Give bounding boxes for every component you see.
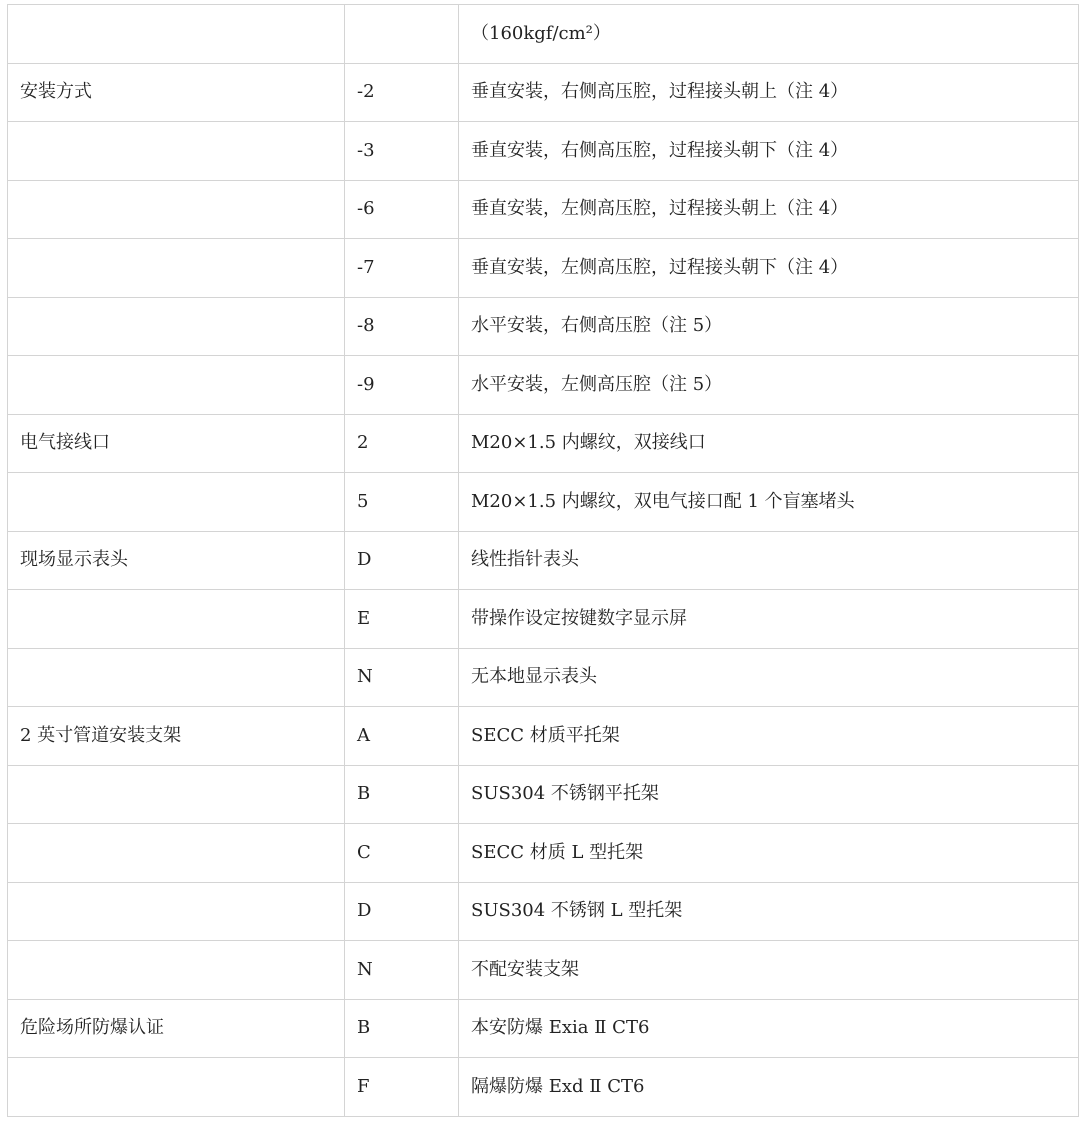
- table-row: [8, 999, 1079, 1058]
- code-cell: -6: [345, 180, 459, 239]
- category-cell: [8, 180, 345, 239]
- code-cell: B: [345, 765, 459, 824]
- category-cell: [8, 941, 345, 1000]
- table-row: [8, 941, 1079, 1000]
- description-cell: 无本地显示表头: [459, 648, 1079, 707]
- description-cell: 垂直安装，右侧高压腔，过程接头朝下（注 4）: [459, 122, 1079, 181]
- category-cell: [8, 239, 345, 298]
- description-cell: SUS304 不锈钢 L 型托架: [459, 882, 1079, 941]
- table-row: [8, 590, 1079, 649]
- category-cell: [8, 882, 345, 941]
- code-cell: 5: [345, 473, 459, 532]
- code-cell: E: [345, 590, 459, 649]
- category-cell: 电气接线口: [8, 414, 345, 473]
- category-cell: [8, 590, 345, 649]
- description-cell: 隔爆防爆 Exd Ⅱ CT6: [459, 1058, 1079, 1117]
- table-row: [8, 414, 1079, 473]
- table-row: [8, 180, 1079, 239]
- description-cell: SECC 材质平托架: [459, 707, 1079, 766]
- category-cell: 2 英寸管道安装支架: [8, 707, 345, 766]
- code-cell: -2: [345, 63, 459, 122]
- category-cell: [8, 765, 345, 824]
- table-row: [8, 707, 1079, 766]
- table-row: [8, 648, 1079, 707]
- category-cell: [8, 1058, 345, 1117]
- category-cell: [8, 5, 345, 64]
- description-cell: 水平安装，右侧高压腔（注 5）: [459, 297, 1079, 356]
- description-cell: 垂直安装，左侧高压腔，过程接头朝上（注 4）: [459, 180, 1079, 239]
- description-cell: 垂直安装，右侧高压腔，过程接头朝上（注 4）: [459, 63, 1079, 122]
- code-cell: B: [345, 999, 459, 1058]
- category-cell: 危险场所防爆认证: [8, 999, 345, 1058]
- description-cell: 垂直安装，左侧高压腔，过程接头朝下（注 4）: [459, 239, 1079, 298]
- description-cell: 不配安装支架: [459, 941, 1079, 1000]
- table-row: [8, 882, 1079, 941]
- description-cell: 水平安装，左侧高压腔（注 5）: [459, 356, 1079, 415]
- description-cell: （160kgf/cm²）: [459, 5, 1079, 64]
- code-cell: A: [345, 707, 459, 766]
- code-cell: -8: [345, 297, 459, 356]
- category-cell: [8, 473, 345, 532]
- table-row: [8, 297, 1079, 356]
- code-cell: -7: [345, 239, 459, 298]
- description-cell: 线性指针表头: [459, 531, 1079, 590]
- code-cell: D: [345, 882, 459, 941]
- description-cell: SECC 材质 L 型托架: [459, 824, 1079, 883]
- code-cell: F: [345, 1058, 459, 1117]
- category-cell: [8, 122, 345, 181]
- description-cell: SUS304 不锈钢平托架: [459, 765, 1079, 824]
- description-cell: 本安防爆 Exia Ⅱ CT6: [459, 999, 1079, 1058]
- description-cell: 带操作设定按键数字显示屏: [459, 590, 1079, 649]
- spec-table-body: [8, 5, 1079, 1117]
- category-cell: [8, 824, 345, 883]
- code-cell: 2: [345, 414, 459, 473]
- table-row: [8, 531, 1079, 590]
- description-cell: M20×1.5 内螺纹，双电气接口配 1 个盲塞堵头: [459, 473, 1079, 532]
- table-row: [8, 473, 1079, 532]
- code-cell: N: [345, 648, 459, 707]
- code-cell: -3: [345, 122, 459, 181]
- category-cell: [8, 297, 345, 356]
- table-row: [8, 356, 1079, 415]
- table-row: [8, 63, 1079, 122]
- category-cell: [8, 648, 345, 707]
- table-row: [8, 765, 1079, 824]
- spec-table: [7, 4, 1079, 1117]
- code-cell: -9: [345, 356, 459, 415]
- table-row: [8, 239, 1079, 298]
- code-cell: C: [345, 824, 459, 883]
- category-cell: 现场显示表头: [8, 531, 345, 590]
- table-row: [8, 824, 1079, 883]
- code-cell: D: [345, 531, 459, 590]
- table-row: [8, 1058, 1079, 1117]
- table-row: [8, 5, 1079, 64]
- table-row: [8, 122, 1079, 181]
- description-cell: M20×1.5 内螺纹，双接线口: [459, 414, 1079, 473]
- category-cell: [8, 356, 345, 415]
- category-cell: 安装方式: [8, 63, 345, 122]
- code-cell: [345, 5, 459, 64]
- code-cell: N: [345, 941, 459, 1000]
